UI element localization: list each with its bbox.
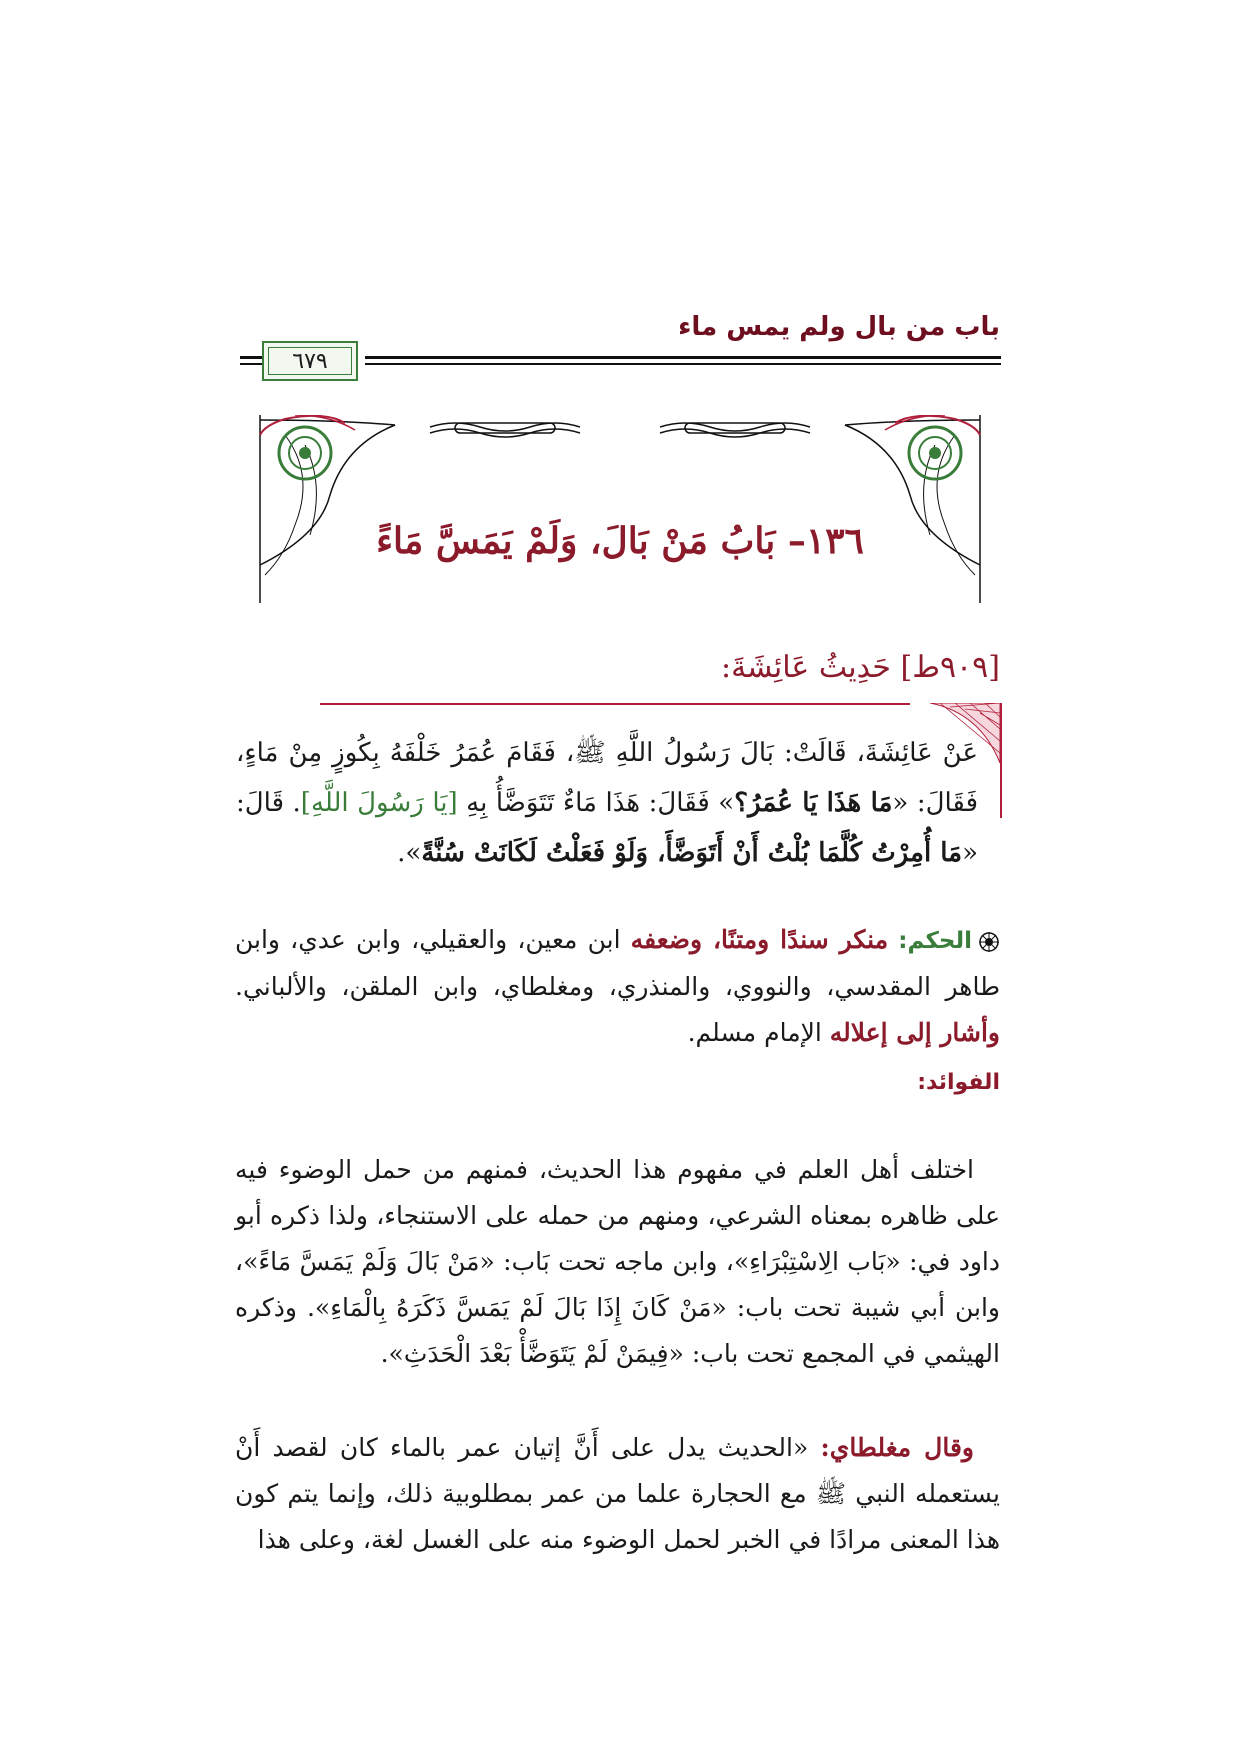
hukm-verdict-2: وأشار إلى إعلاله	[829, 1018, 1000, 1047]
left-corner-ornament	[260, 415, 395, 603]
header-rule-left	[240, 356, 262, 359]
hadith-addition: [يَا رَسُولَ اللَّهِ]	[300, 788, 458, 818]
page-number: ٦٧٩	[292, 348, 328, 374]
header-rule-left-thin	[240, 363, 262, 365]
hadith-box-rule	[320, 703, 910, 705]
hukm-text-2: الإمام مسلم.	[687, 1018, 830, 1047]
hadith-heading: [٩٠٩ط] حَدِيثُ عَائِشَةَ:	[720, 650, 1000, 685]
chapter-title: ١٣٦– بَابُ مَنْ بَالَ، وَلَمْ يَمَسَّ مَاءً	[376, 520, 864, 562]
hadith-narration-2: » فَقَالَ: هَذَا مَاءٌ تَتَوَضَّأُ بِهِ	[457, 788, 735, 818]
hadith-narration-4: ».	[397, 838, 422, 868]
hadith-quote-prophet-2: مَا أُمِرْتُ كُلَّمَا بُلْتُ أَنْ أَتَوَضَّأَ، وَلَوْ فَعَلْتُ لَكَانَتْ سُنَّةً	[421, 838, 963, 868]
hadith-text	[236, 728, 978, 878]
hukm-text: ابن معين، والعقيلي، وابن عدي، وابن طاهر المقدسي، والنووي، والمنذري، ومغلطاي، وابن الملقن، والألباني.	[235, 925, 1000, 1001]
hadith-narration-3: . قَالَ: «	[236, 788, 978, 868]
hukm-label: الحكم:	[898, 928, 972, 954]
hadith-narration: عَنْ عَائِشَةَ، قَالَتْ: بَالَ رَسُولُ اللَّهِ ﷺ، فَقَامَ عُمَرُ خَلْفَهُ بِكُوزٍ مِنْ مَاءٍ، فَقَالَ: «	[236, 738, 979, 818]
right-corner-ornament	[845, 415, 980, 603]
hadith-quote-prophet: مَا هَذَا يَا عُمَرُ؟	[734, 788, 893, 818]
fawaid-heading: الفوائد:	[917, 1070, 1000, 1095]
running-header: باب من بال ولم يمس ماء	[678, 312, 1000, 342]
rosette-icon	[978, 931, 1000, 953]
header-rule	[365, 356, 1001, 359]
fawaid-paragraph-1	[235, 1147, 1000, 1377]
fawaid-text-2: «الحديث يدل على أَنَّ إتيان عمر بالماء كان لقصد أَنْ يستعمله النبي ﷺ مع الحجارة علما من عمر بمطلوبية ذلك، وإنما يتم كون هذا المعنى مرادًا في الخبر لحمل الوضوء منه على الغسل لغة، وعلى هذا	[235, 1433, 1000, 1554]
top-band-ornament	[430, 423, 810, 437]
mughlatay-label: وقال مغلطاي:	[820, 1433, 974, 1462]
page-number-badge	[262, 341, 358, 381]
fawaid-text-1: اختلف أهل العلم في مفهوم هذا الحديث، فمنهم من حمل الوضوء فيه على ظاهره بمعناه الشرعي، ومنهم من حمله على الاستنجاء، ولذا ذكره أبو داود في: «بَاب الِاسْتِبْرَاءِ»، وابن ماجه تحت بَاب: «مَنْ بَالَ وَلَمْ يَمَسَّ مَاءً»، وابن أبي شيبة تحت باب: «مَنْ كَانَ إِذَا بَالَ لَمْ يَمَسَّ ذَكَرَهُ بِالْمَاءِ». وذكره الهيثمي في المجمع تحت باب: «فِيمَنْ لَمْ يَتَوَضَّأْ بَعْدَ الْحَدَثِ».	[235, 1155, 1000, 1368]
header-rule-thin	[365, 363, 1001, 365]
ornament-frame	[255, 415, 985, 605]
fawaid-paragraph-2	[235, 1425, 1000, 1563]
hukm-paragraph	[235, 917, 1000, 1056]
hadith-box-side-rule	[1000, 703, 1002, 818]
hukm-verdict: منكر سندًا ومتنًا، وضعفه	[630, 925, 889, 954]
